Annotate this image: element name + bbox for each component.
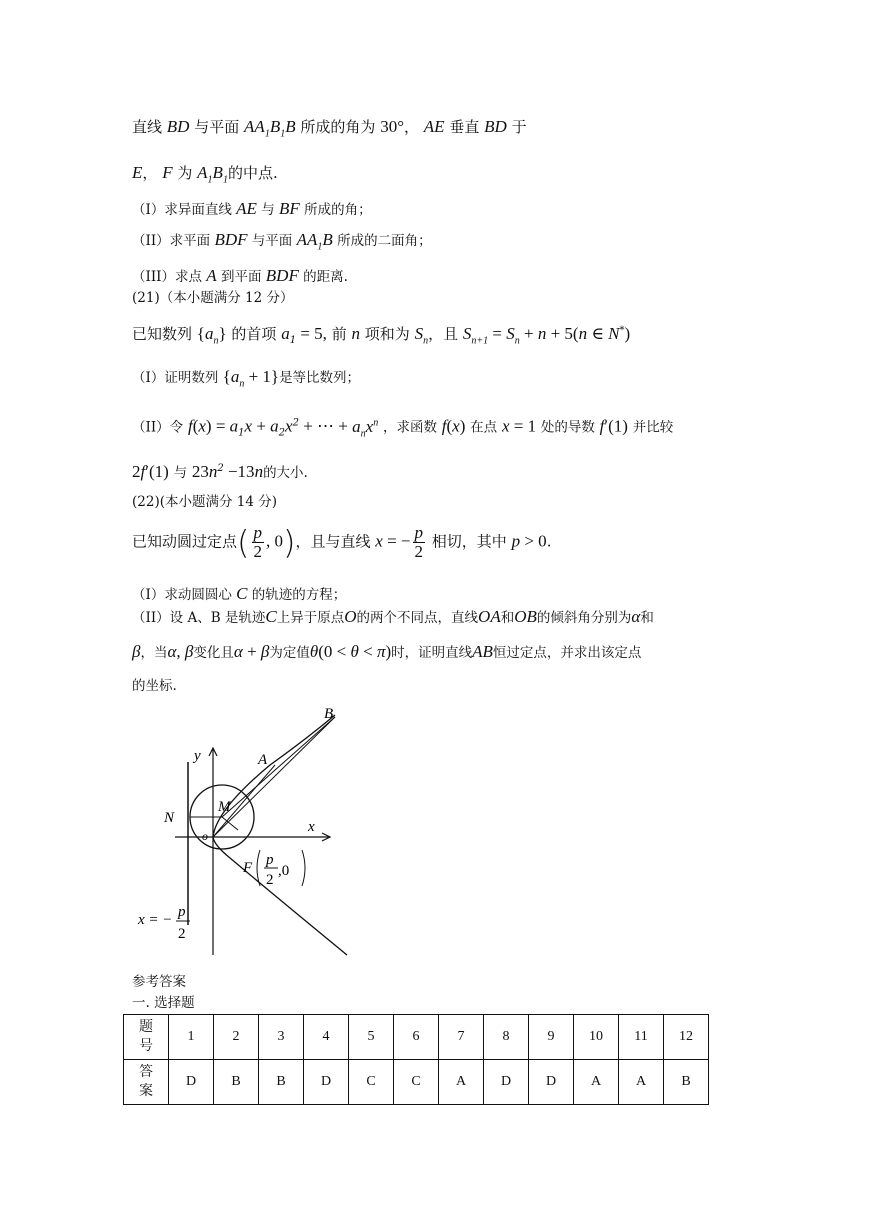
table-row-numbers — [124, 1015, 709, 1060]
p21-q2: （II）令 $f(x) = a_1x + a_2x^2$ + ⋯ + $a_nx^n$ ，求函数 f(x) 在点 x = 1 处的导数 f′(1) 并比较 — [132, 416, 674, 440]
label-directrix: x = − — [138, 912, 173, 928]
p22-q2-end: 的坐标. — [132, 678, 177, 694]
text: 案 — [139, 1083, 153, 1099]
table-cell: C — [394, 1060, 439, 1105]
table-cell: B — [664, 1060, 709, 1105]
label-f-2: 2 — [266, 872, 274, 888]
text: （II）求平面 — [132, 233, 211, 249]
table-cell: 4 — [304, 1015, 349, 1060]
text: 题 — [139, 1019, 153, 1035]
table-cell: 6 — [394, 1015, 439, 1060]
text: 的倾斜角分别为 — [536, 610, 632, 626]
text: ， — [142, 164, 158, 182]
table-cell: 2 — [214, 1015, 259, 1060]
label-f-p: p — [266, 852, 274, 868]
p20-q2: （II）求平面 BDF 与平面 $AA_1B$ 所成的二面角； — [132, 230, 432, 253]
text: 在点 — [470, 419, 498, 436]
label-a: A — [258, 752, 268, 768]
text: ，且与直线 — [295, 532, 371, 551]
table-cell: 12 — [664, 1015, 709, 1060]
p22-q1: （I）求动圆圆心 C 的轨迹的方程； — [132, 584, 347, 603]
text: 处的导数 — [540, 419, 595, 436]
p20-q1: （I）求异面直线 AE 与 BF 所成的角； — [132, 199, 372, 218]
label-y: y — [194, 748, 201, 764]
table-cell: D — [169, 1060, 214, 1105]
text: ，当 — [140, 645, 168, 661]
table-cell: D — [529, 1060, 574, 1105]
table-cell: 7 — [439, 1015, 484, 1060]
table-cell: 5 — [349, 1015, 394, 1060]
table-cell: B — [214, 1060, 259, 1105]
table-cell: 10 — [574, 1015, 619, 1060]
text: 于 — [511, 118, 527, 136]
table-cell: 1 — [169, 1015, 214, 1060]
p22-statement: 已知动圆过定点( $\frac{p}{2}$ , 0)，且与直线 x = − $\frac{p}{2}$ 相切，其中 p > 0. — [132, 523, 552, 562]
p21-statement: 已知数列 $\{a_n\}$ 的首项 $a_1 = 5$, 前 n 项和为 $S_n$，且 $S_{n+1} = S_n + n + 5(n$ ∈ N*) — [132, 324, 631, 347]
text: 项和为 — [364, 325, 410, 343]
label-o: o — [202, 829, 208, 843]
text: 到平面 — [220, 269, 262, 285]
table-cell: 3 — [259, 1015, 304, 1060]
text: （I）求动圆圆心 — [132, 587, 232, 603]
label-x: x — [308, 819, 315, 835]
text: 与平面 — [194, 118, 240, 136]
text: 和 — [640, 610, 654, 626]
p22-heading: (22)(本小题满分 14 分) — [132, 494, 278, 510]
text: 为 — [177, 164, 193, 182]
text: 直线 — [132, 118, 163, 136]
label-f-0: ,0 — [278, 863, 290, 879]
answers-heading: 参考答案 — [132, 974, 186, 990]
label-n: N — [164, 810, 175, 826]
text: 已知动圆过定点 — [132, 532, 238, 551]
text: 与 — [261, 202, 275, 218]
table-cell: 8 — [484, 1015, 529, 1060]
text: 的轨迹的方程； — [251, 587, 347, 603]
text: 答 — [139, 1064, 153, 1080]
text: 与 — [173, 465, 188, 481]
text: ， — [404, 118, 420, 136]
text: （I）证明数列 — [132, 370, 219, 386]
p21-heading: (21)（本小题满分 12 分） — [132, 290, 294, 306]
text: 号 — [139, 1038, 153, 1054]
text: 的大小. — [263, 465, 308, 481]
text: ，求函数 — [382, 419, 437, 436]
row-header-answer — [124, 1060, 169, 1105]
text: 和 — [500, 610, 515, 626]
text: 与平面 — [251, 233, 293, 249]
table-cell: 9 — [529, 1015, 574, 1060]
text: 所成的二面角； — [337, 233, 432, 249]
p22-q2-cont: β，当α, β变化且α + β为定值θ(0 < θ < π)时，证明直线AB恒过定点，并求出该定点 — [132, 642, 642, 661]
f-paren-right — [302, 850, 305, 886]
text: 的首项 — [231, 325, 277, 343]
text: 的两个不同点，直线 — [356, 610, 479, 626]
p20-line2: E， F 为 $A_1B_1$的中点. — [132, 163, 278, 186]
text: （I）求异面直线 — [132, 202, 232, 218]
text: 并比较 — [632, 419, 674, 436]
text: 垂直 — [449, 118, 480, 136]
text: 前 — [331, 325, 347, 343]
label-directrix-p: p — [178, 904, 186, 920]
text: 恒过定点，并求出该定点 — [492, 645, 642, 661]
table-row-answers — [124, 1060, 709, 1105]
text: 所成的角为 — [300, 118, 376, 136]
text: （II）令 — [132, 419, 184, 436]
text: 时，证明直线 — [391, 645, 473, 661]
table-cell: A — [439, 1060, 484, 1105]
p20-q3: （III）求点 A 到平面 BDF 的距离. — [132, 266, 348, 285]
table-cell: D — [484, 1060, 529, 1105]
table-cell: C — [349, 1060, 394, 1105]
label-directrix-2: 2 — [178, 926, 186, 942]
p21-q1: （I）证明数列 $\{a_n + 1\}$是等比数列； — [132, 367, 361, 390]
text: 已知数列 — [132, 325, 193, 343]
row-header-number — [124, 1015, 169, 1060]
p21-q2-cont: 2f′(1) 与 $23n^2 -13n$的大小. — [132, 462, 308, 481]
label-b: B — [324, 706, 334, 722]
text: 是等比数列； — [279, 370, 361, 386]
text: 变化且 — [193, 645, 234, 661]
table-cell: B — [259, 1060, 304, 1105]
line-ob — [213, 717, 335, 837]
table-cell: 11 — [619, 1015, 664, 1060]
text: ，且 — [428, 325, 459, 343]
label-f: F — [243, 860, 253, 876]
table-cell: A — [574, 1060, 619, 1105]
text: （III）求点 — [132, 269, 202, 285]
p20-line1: 直线 BD 与平面 $AA_1B_1B$ 所成的角为 30°， AE 垂直 BD 于 — [132, 117, 527, 140]
answer-table — [123, 1014, 709, 1105]
table-cell: D — [304, 1060, 349, 1105]
table-cell: A — [619, 1060, 664, 1105]
text: 所成的角； — [304, 202, 372, 218]
answers-section: 一. 选择题 — [132, 995, 195, 1011]
line-mb — [222, 717, 335, 817]
text: 的距离. — [303, 269, 348, 285]
text: 相切，其中 — [431, 532, 507, 551]
label-m: M — [218, 799, 231, 815]
text: 的中点. — [227, 164, 278, 182]
text: 上异于原点 — [276, 610, 345, 626]
text: 为定值 — [269, 645, 310, 661]
parabola-figure — [130, 700, 370, 960]
p22-q2: （II）设 A、B 是轨迹C上异于原点O的两个不同点，直线OA和OB的倾斜角分别为α和 — [132, 607, 654, 626]
text: （II）设 A、B 是轨迹 — [132, 610, 266, 626]
